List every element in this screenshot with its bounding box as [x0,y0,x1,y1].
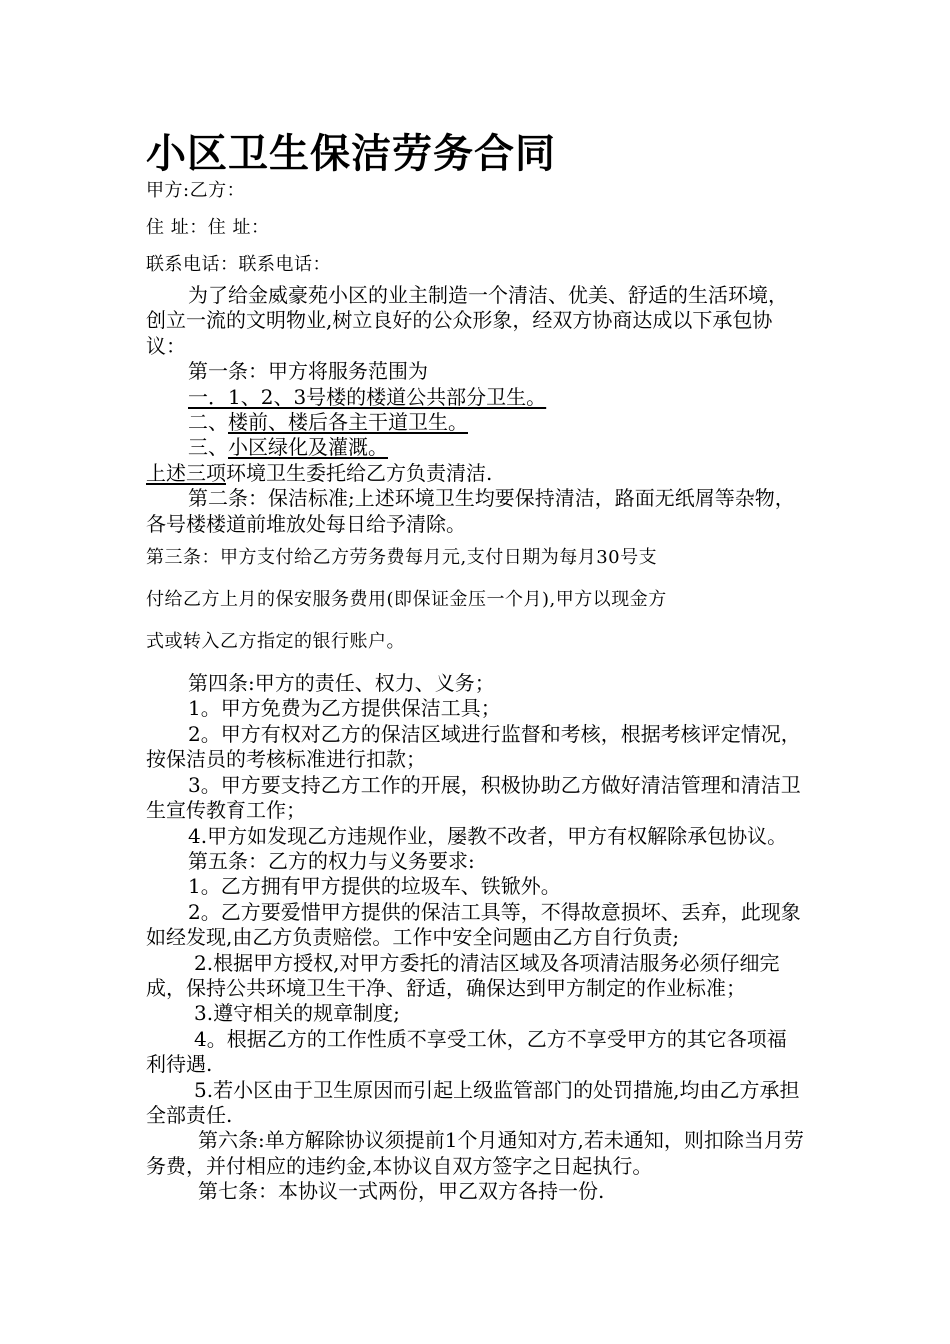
party-names-line: 甲方:乙方： [146,180,246,201]
article1-item1 [146,385,806,410]
contract-body [146,283,806,1205]
article3-line2: 付给乙方上月的保安服务费用(即保证金压一个月),甲方以现金方 [146,589,667,611]
article1-item2-prefix: 二、 [188,410,228,435]
article3-line1: 第三条：甲方支付给乙方劳务费每月元,支付日期为每月30号支 [146,547,658,569]
article7-paragraph: 第七条：本协议一式两份，甲乙双方各持一份. [198,1179,605,1204]
article4-heading: 第四条:甲方的责任、权力、义务； [188,671,495,696]
article5-item3: 2.根据甲方授权,对甲方委托的清洁区域及各项清洁服务必须仔细完成，保持公共环境卫生干净、舒适，确保达到甲方制定的作业标准； [146,950,780,1000]
article1-item2 [146,410,806,435]
article1-item1-text: 一．1、2、3号楼的楼道公共部分卫生。 [188,384,547,409]
party-address-line: 住 址：住 址： [146,217,270,238]
article1-item2-text: 楼前、楼后各主干道卫生。 [228,410,468,435]
article1-heading: 第一条：甲方将服务范围为 [188,359,428,384]
article1-item3-text: 小区绿化及灌溉。 [228,435,388,460]
article1-summary-rest: 环境卫生委托给乙方负责清洁. [226,460,493,485]
article5-item5: 4。根据乙方的工作性质不享受工休，乙方不享受甲方的其它各项福利待遇. [146,1026,787,1077]
article1-summary [146,461,806,486]
article5-heading: 第五条：乙方的权力与义务要求: [188,848,475,873]
article1-item3-prefix: 三、 [188,435,228,460]
document-title: 小区卫生保洁劳务合同 [146,131,556,177]
article5-item1: 1。乙方拥有甲方提供的垃圾车、铁锨外。 [188,874,561,899]
article5-item4: 3.遵守相关的规章制度; [194,1001,400,1026]
article2-paragraph: 第二条：保洁标准;上述环境卫生均要保持清洁，路面无纸屑等杂物，各号楼楼道前堆放处每日给予清除。 [146,486,795,536]
article4-item3: 3。甲方要支持乙方工作的开展，积极协助乙方做好清洁管理和清洁卫生宣传教育工作； [146,772,801,823]
article4-item2: 2。甲方有权对乙方的保洁区域进行监督和考核，根据考核评定情况，按保洁员的考核标准进行扣款； [146,721,801,772]
article3-line3: 式或转入乙方指定的银行账户。 [146,631,405,653]
article6-paragraph: 第六条:单方解除协议须提前1个月通知对方,若未通知，则扣除当月劳务费，并付相应的违约金,本协议自双方签字之日起执行。 [146,1128,804,1178]
article4-item1: 1。甲方免费为乙方提供保洁工具； [188,696,501,721]
article5-item6: 5.若小区由于卫生原因而引起上级监管部门的处罚措施,均由乙方承担全部责任. [146,1077,800,1127]
article5-item2: 2。乙方要爱惜甲方提供的保洁工具等，不得故意损坏、丢弃，此现象如经发现,由乙方负责赔偿。工作中安全问题由乙方自行负责; [146,899,801,950]
article1-item3 [146,435,806,460]
intro-paragraph: 为了给金威豪苑小区的业主制造一个清洁、优美、舒适的生活环境，创立一流的文明物业,树立良好的公众形象，经双方协商达成以下承包协议： [146,283,788,358]
party-phone-line: 联系电话：联系电话： [146,254,331,275]
article1-summary-underlined: 上述三项 [146,460,226,485]
article4-item4: 4.甲方如发现乙方违规作业，屡教不改者，甲方有权解除承包协议。 [188,823,788,848]
